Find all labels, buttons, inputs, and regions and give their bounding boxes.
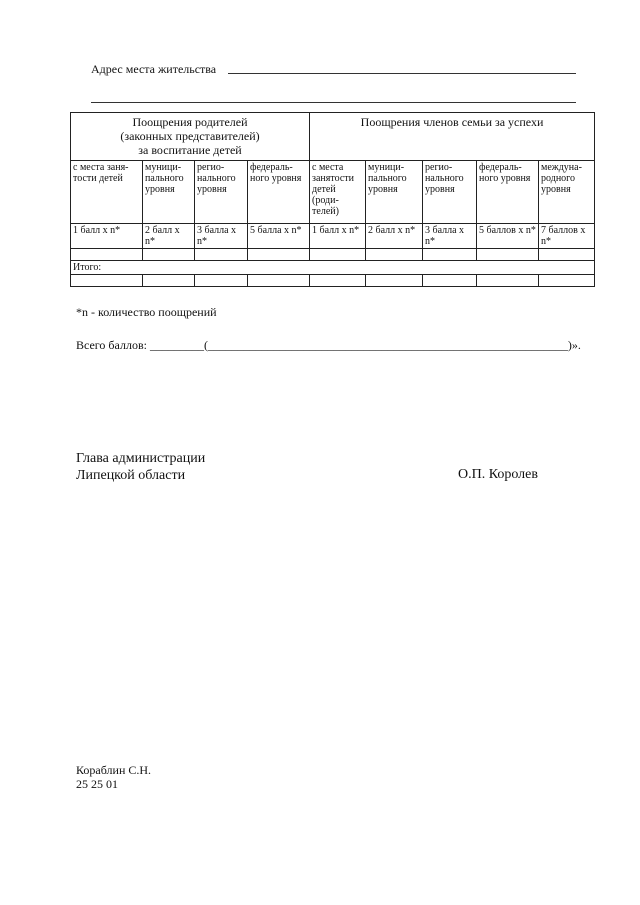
address-label: Адрес места жительства	[91, 62, 217, 76]
parents-header-line-2: (законных представителей)	[120, 129, 260, 143]
footnote: *n - количество поощрений	[76, 305, 217, 319]
total-entry-cell[interactable]	[477, 275, 539, 287]
score-cell: 5 баллов х n*	[477, 224, 539, 249]
total-entry-cell[interactable]	[366, 275, 423, 287]
column-header-row	[71, 161, 595, 224]
entry-cell[interactable]	[539, 249, 595, 261]
score-cell: 1 балл х n*	[71, 224, 143, 249]
group-header-row	[71, 113, 595, 161]
total-points-line[interactable]: Всего баллов: _________(____________________________________________________________)».	[76, 338, 581, 352]
column-header: регио-нального уровня	[195, 161, 248, 224]
total-entry-cell[interactable]	[195, 275, 248, 287]
score-cell: 2 балл х n*	[143, 224, 195, 249]
entry-cell[interactable]	[248, 249, 310, 261]
entry-cell[interactable]	[310, 249, 366, 261]
total-entry-cell[interactable]	[71, 275, 143, 287]
total-row	[71, 261, 595, 275]
total-entry-cell[interactable]	[423, 275, 477, 287]
entry-cell[interactable]	[143, 249, 195, 261]
signatory-title	[76, 450, 205, 484]
entry-cell[interactable]	[477, 249, 539, 261]
score-cell: 5 балла х n*	[248, 224, 310, 249]
total-entry-cell[interactable]	[310, 275, 366, 287]
score-cell: 3 балла х n*	[195, 224, 248, 249]
total-entry-cell[interactable]	[539, 275, 595, 287]
column-header: муници-пального уровня	[143, 161, 195, 224]
parents-group-header	[71, 113, 310, 161]
family-group-header: Поощрения членов семьи за успехи	[310, 113, 595, 161]
entry-cell[interactable]	[423, 249, 477, 261]
score-cell: 2 балл х n*	[366, 224, 423, 249]
parents-header-line-1: Поощрения родителей	[132, 115, 248, 129]
score-cell: 7 баллов х n*	[539, 224, 595, 249]
address-underline-1[interactable]	[228, 73, 576, 74]
signatory-title-line-1: Глава администрации	[76, 451, 206, 466]
column-header: регио-нального уровня	[423, 161, 477, 224]
column-header: федераль-ного уровня	[248, 161, 310, 224]
column-header: муници-пального уровня	[366, 161, 423, 224]
executor-name: Кораблин С.Н.	[76, 763, 152, 777]
column-header: с места заня-тости детей	[71, 161, 143, 224]
executor-phone: 25 25 01	[76, 777, 118, 791]
entry-row	[71, 249, 595, 261]
score-row	[71, 224, 595, 249]
signatory-name: О.П. Королев	[458, 467, 538, 482]
total-label: Итого:	[71, 261, 595, 275]
total-entry-cell[interactable]	[143, 275, 195, 287]
executor-block	[76, 763, 151, 791]
entry-cell[interactable]	[195, 249, 248, 261]
total-entry-cell[interactable]	[248, 275, 310, 287]
score-cell: 1 балл х n*	[310, 224, 366, 249]
score-cell: 3 балла х n*	[423, 224, 477, 249]
entry-cell[interactable]	[366, 249, 423, 261]
awards-table	[70, 112, 595, 287]
address-underline-2[interactable]	[91, 102, 576, 103]
column-header: междуна-родного уровня	[539, 161, 595, 224]
parents-header-line-3: за воспитание детей	[138, 143, 242, 157]
signatory-title-line-2: Липецкой области	[76, 468, 186, 483]
column-header: федераль-ного уровня	[477, 161, 539, 224]
total-entry-row	[71, 275, 595, 287]
column-header: с места занятости детей (роди-телей)	[310, 161, 366, 224]
entry-cell[interactable]	[71, 249, 143, 261]
